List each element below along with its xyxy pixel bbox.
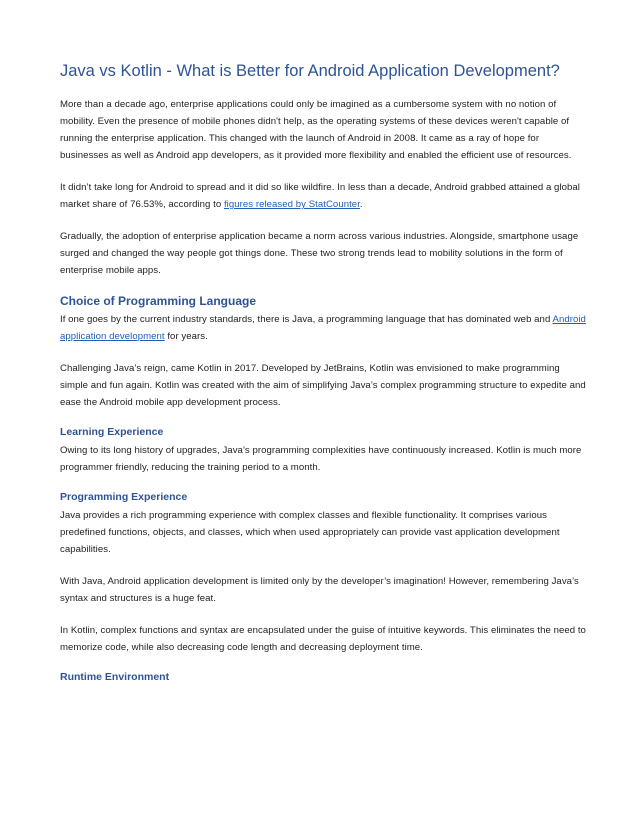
intro-paragraph-3: Gradually, the adoption of enterprise application became a norm across various industries. Alongside, smartphone usage surged and changed the way people got things done. These two strong trends lead to mobility solutions in the form of enterprise mobile apps.: [60, 231, 579, 276]
document-title: Java vs Kotlin - What is Better for Android Application Development?: [60, 62, 560, 80]
intro-paragraph-2-end: .: [359, 199, 363, 210]
choice-paragraph-2: Challenging Java’s reign, came Kotlin in 2017. Developed by JetBrains, Kotlin was envisioned to make programming simple and fun again. Kotlin was created with the aim of simplifying Java’s complex programming structure to expedite and ease the Android mobile app development process.: [60, 363, 586, 408]
intro-paragraph-2-text: It didn’t take long for Android to spread and it did so like wildfire. In less than a decade, Android grabbed attained a global market share of 76.53%, according to: [60, 182, 580, 210]
programming-paragraph-1: Java provides a rich programming experience with complex classes and flexible functionality. It comprises various predefined functions, objects, and classes, which when used appropriately can provide vast application development capabilities.: [60, 510, 560, 555]
programming-heading: Programming Experience: [60, 491, 188, 503]
runtime-heading: Runtime Environment: [60, 671, 170, 683]
learning-heading: Learning Experience: [60, 426, 164, 438]
intro-paragraph-2: [60, 179, 590, 213]
learning-paragraph-1: Owing to its long history of upgrades, Java’s programming complexities have continuously increased. Kotlin is much more programmer friendly, reducing the training period to a month.: [60, 445, 582, 473]
choice-paragraph-1-text: If one goes by the current industry standards, there is Java, a programming language that has dominated web and: [60, 314, 553, 325]
intro-paragraph-1: More than a decade ago, enterprise applications could only be imagined as a cumbersome system with no notion of mobility. Even the presence of mobile phones didn't help, as the operating systems of these devices weren't capable of running the enterprise application. This changed with the launch of Android in 2008. It came as a ray of hope for businesses as well as Android app developers, as it provided more flexibility and enabled the efficient use of resources.: [60, 99, 572, 161]
statcounter-link[interactable]: figures released by StatCounter: [223, 199, 360, 210]
choice-heading: Choice of Programming Language: [60, 294, 257, 308]
programming-paragraph-2: With Java, Android application development is limited only by the developer’s imagination! However, remembering Java’s syntax and structures is a huge feat.: [60, 576, 579, 604]
programming-paragraph-3: In Kotlin, complex functions and syntax are encapsulated under the guise of intuitive keywords. This eliminates the need to memorize code, while also decreasing code length and decreasing deployment time.: [60, 625, 586, 653]
android-app-dev-link[interactable]: Android application development: [60, 314, 586, 342]
choice-paragraph-1-end: for years.: [164, 331, 208, 342]
document-body: [60, 58, 590, 687]
choice-paragraph-1: [60, 311, 590, 345]
